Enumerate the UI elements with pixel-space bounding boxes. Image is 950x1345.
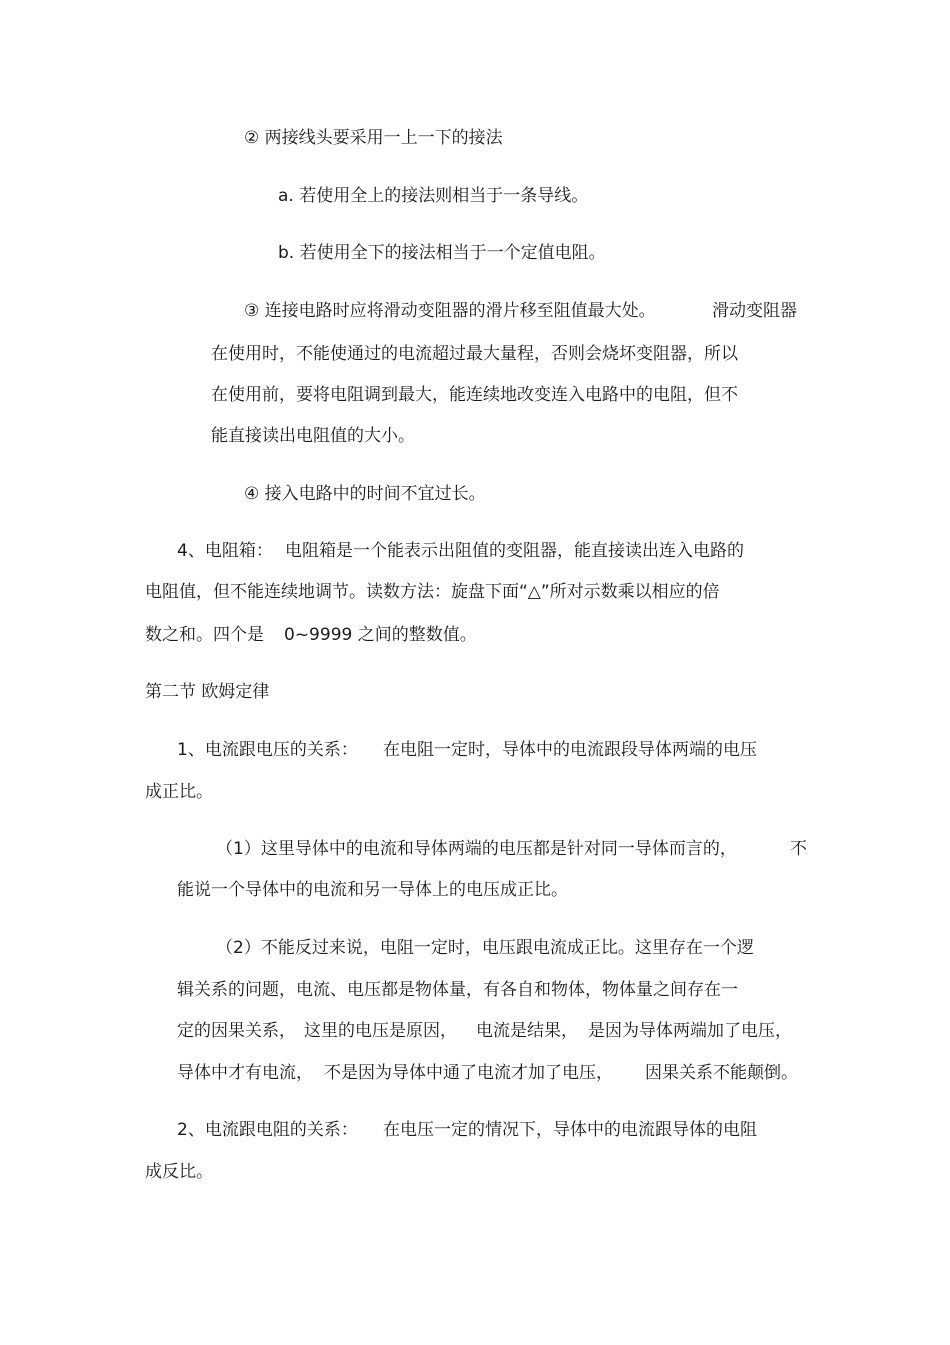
- paragraph-1-heading: 1、电流跟电压的关系：: [177, 740, 358, 760]
- list-item-3-line2: 在使用时，不能使通过的电流超过最大量程，否则会烧坏变阻器，所以: [211, 344, 738, 364]
- list-item-3-line1-tail: 滑动变阻器: [712, 301, 797, 321]
- note-2-line3-c: 电流是结果，: [476, 1021, 578, 1041]
- paragraph-2-heading: 2、电流跟电阻的关系：: [177, 1120, 358, 1140]
- note-2-line1: （2）不能反过来说，电阻一定时，电压跟电流成正比。这里存在一个逻: [216, 938, 754, 958]
- resistance-box-line3: 数之和。四个是: [145, 625, 264, 645]
- note-2-line4-c: 因果关系不能颠倒。: [645, 1063, 798, 1083]
- note-1-line1: （1）这里导体中的电流和导体两端的电压都是针对同一导体而言的，: [216, 839, 737, 859]
- note-1-line1-tail: 不: [790, 839, 807, 859]
- note-2-line4-b: 不是因为导体中通了电流才加了电压，: [324, 1063, 613, 1083]
- paragraph-2-line1: 在电压一定的情况下，导体中的电流跟导体的电阻: [383, 1120, 757, 1140]
- note-1-line2: 能说一个导体中的电流和另一导体上的电压成正比。: [177, 880, 568, 900]
- list-item-2a: a. 若使用全上的接法则相当于一条导线。: [278, 186, 589, 206]
- resistance-box-line3-tail: 0~9999 之间的整数值。: [284, 625, 477, 645]
- note-2-line3-b: 这里的电压是原因，: [304, 1021, 457, 1041]
- paragraph-2-line2: 成反比。: [145, 1162, 213, 1182]
- list-item-3-line1: ③ 连接电路时应将滑动变阻器的滑片移至阻值最大处。: [244, 301, 656, 321]
- list-item-3-line4: 能直接读出电阻值的大小。: [211, 426, 415, 446]
- note-2-line2: 辑关系的问题，电流、电压都是物体量，有各自和物体，物体量之间存在一: [177, 980, 738, 1000]
- note-2-line3-d: 是因为导体两端加了电压，: [588, 1021, 792, 1041]
- list-item-4: ④ 接入电路中的时间不宜过长。: [244, 484, 486, 504]
- list-item-2b: b. 若使用全下的接法相当于一个定值电阻。: [278, 243, 606, 263]
- resistance-box-line2: 电阻值，但不能连续地调节。读数方法：旋盘下面“△”所对示数乘以相应的倍: [145, 582, 720, 602]
- list-item-2: ② 两接线头要采用一上一下的接法: [244, 128, 503, 148]
- paragraph-1-line2: 成正比。: [145, 782, 213, 802]
- paragraph-1-line1: 在电阻一定时，导体中的电流跟段导体两端的电压: [383, 740, 757, 760]
- note-2-line4-a: 导体中才有电流，: [177, 1063, 313, 1083]
- list-item-3-line3: 在使用前，要将电阻调到最大，能连续地改变连入电路中的电阻，但不: [211, 385, 738, 405]
- note-2-line3-a: 定的因果关系，: [177, 1021, 296, 1041]
- section-title: 第二节 欧姆定律: [145, 682, 270, 702]
- resistance-box-line1: 电阻箱是一个能表示出阻值的变阻器，能直接读出连入电路的: [285, 541, 744, 561]
- resistance-box-heading: 4、电阻箱：: [177, 541, 273, 561]
